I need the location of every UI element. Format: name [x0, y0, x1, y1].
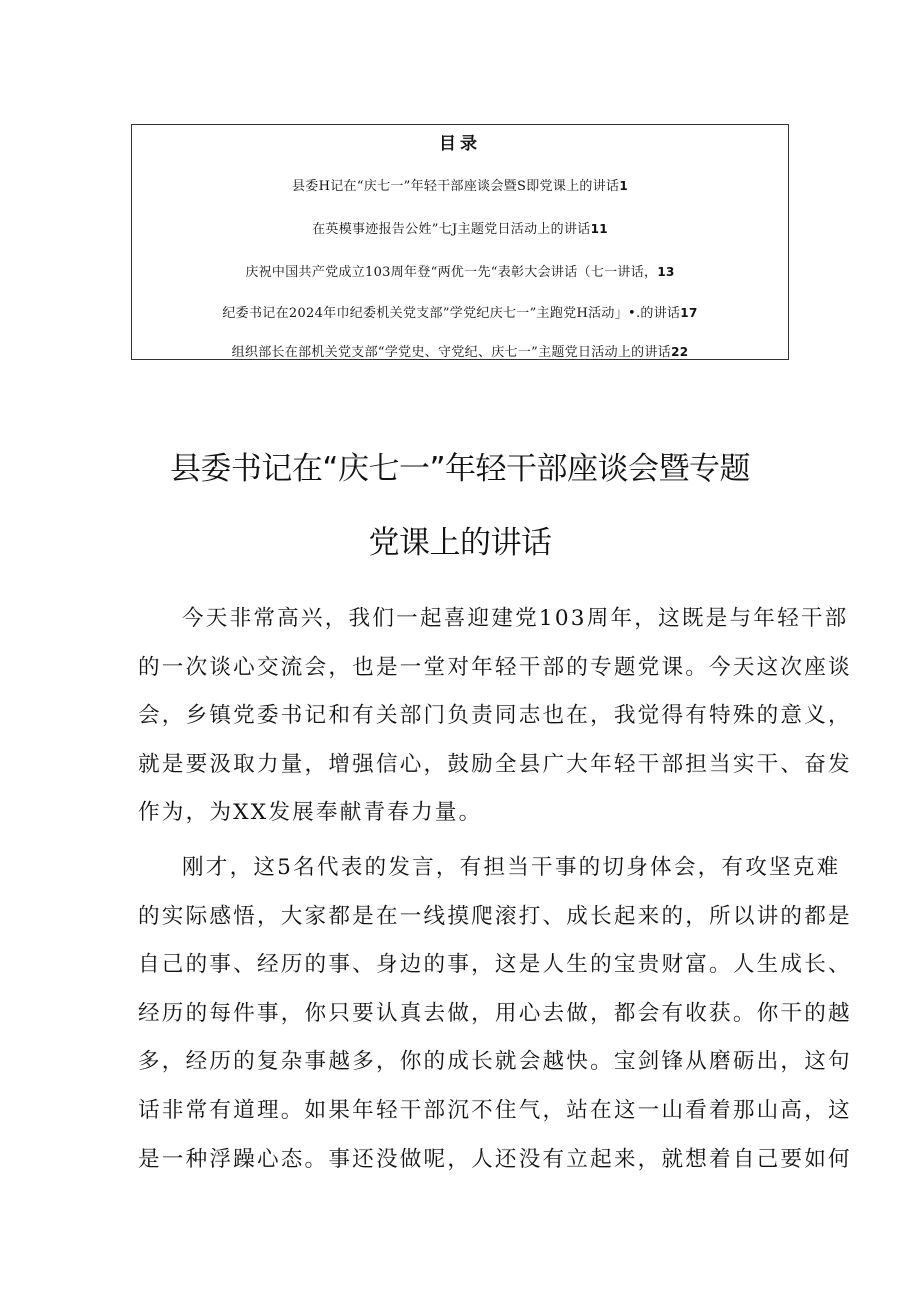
toc-entry[interactable]: [132, 261, 788, 280]
toc-entry[interactable]: [132, 302, 788, 321]
text-line: 经历的每件事，你只要认真去做，用心去做，都会有收获。你干的越: [138, 1000, 852, 1026]
toc-entry-text: 在英模事迹报告公姓”七J主题党日活动上的讲话: [312, 222, 591, 237]
document-title-line-2: 党课上的讲话: [368, 525, 552, 561]
toc-entry-page: 22: [671, 345, 689, 359]
text-line: 就是要汲取力量，增强信心，鼓励全县广大年轻干部担当实干、奋发: [138, 751, 852, 777]
paragraph-1: [138, 595, 852, 838]
toc-title: 目录: [439, 134, 481, 154]
text-line: 话非常有道理。如果年轻干部沉不住气，站在这一山看着那山高，这: [138, 1097, 852, 1123]
toc-entry-page: 1: [619, 179, 628, 193]
text-line: 刚才，这5名代表的发言，有担当干事的切身体会，有攻坚克难: [182, 855, 841, 880]
toc-entry-text: 纪委书记在2024年巾纪委机关党支部”学党纪庆七一”主跑党H活动」•.的讲话: [222, 306, 681, 321]
text-line: 会，乡镇党委书记和有关部门负责同志也在，我觉得有特殊的意义，: [138, 703, 852, 729]
text-line: 今天非常高兴，我们一起喜迎建党103周年，这既是与年轻干部: [182, 606, 849, 631]
table-of-contents: [131, 124, 789, 360]
text-line: 多，经历的复杂事越多，你的成长就会越快。宝剑锋从磨砺出，这句: [138, 1049, 852, 1075]
toc-entry-page: 17: [680, 306, 698, 320]
toc-entry-text: 县委H记在“庆七一”年轻干部座谈会暨S即党课上的讲话: [292, 179, 620, 194]
toc-entry[interactable]: [132, 341, 788, 360]
document-title-line-1: 县委书记在“庆七一”年轻干部座谈会暨专题: [169, 451, 751, 487]
text-line: 是一种浮躁心态。事还没做呢，人还没有立起来，就想着自己要如何: [138, 1146, 852, 1172]
toc-entry-text: 组织部长在部机关党支部“学党史、守党纪、庆七一”主题党日活动上的讲话: [231, 345, 672, 360]
text-line: 的一次谈心交流会，也是一堂对年轻干部的专题党课。今天这次座谈: [138, 654, 852, 680]
paragraph-2: [138, 844, 852, 1184]
toc-entry[interactable]: [132, 175, 788, 194]
toc-entry[interactable]: [132, 218, 788, 237]
toc-entry-page: 11: [590, 222, 608, 236]
toc-entry-page: 13: [657, 265, 675, 279]
text-line: 自己的事、经历的事、身边的事，这是人生的宝贵财富。人生成长、: [138, 952, 852, 978]
text-line: 的实际感悟，大家都是在一线摸爬滚打、成长起来的，所以讲的都是: [138, 903, 852, 929]
toc-entry-text: 庆祝中国共产党成立103周年登“两优一先“表彰大会讲话（七一讲话，: [245, 265, 658, 280]
text-line: 作为，为XX发展奉献青春力量。: [138, 800, 483, 826]
